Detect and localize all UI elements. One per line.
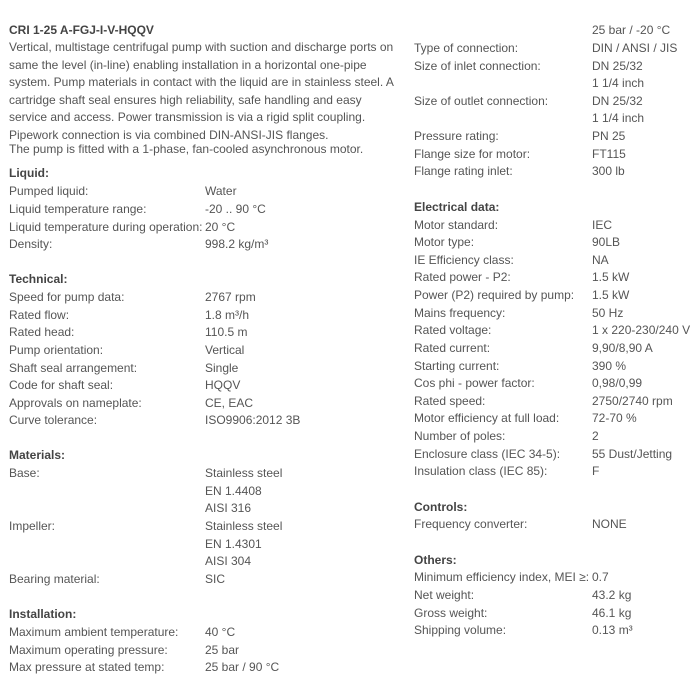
spec-value: 1.8 m³/h bbox=[205, 308, 250, 322]
electrical-heading: Electrical data: bbox=[414, 200, 500, 214]
spec-value: 1 x 220-230/240 V bbox=[592, 323, 691, 337]
spec-value: 0.13 m³ bbox=[592, 623, 633, 637]
spec-label: Cos phi - power factor: bbox=[414, 376, 535, 390]
technical-heading: Technical: bbox=[9, 272, 68, 286]
spec-value: 1.5 kW bbox=[592, 270, 630, 284]
spec-value: 90LB bbox=[592, 235, 621, 249]
spec-label: Rated head: bbox=[9, 325, 75, 339]
spec-value: HQQV bbox=[205, 378, 241, 392]
spec-value: DIN / ANSI / JIS bbox=[592, 41, 678, 55]
spec-value: Vertical bbox=[205, 343, 245, 357]
spec-value: PN 25 bbox=[592, 129, 626, 143]
product-title: CRI 1-25 A-FGJ-I-V-HQQV bbox=[9, 23, 154, 37]
spec-label: Flange size for motor: bbox=[414, 147, 531, 161]
spec-label: Rated current: bbox=[414, 341, 491, 355]
spec-label: Liquid temperature during operation: bbox=[9, 220, 203, 234]
spec-label: Motor efficiency at full load: bbox=[414, 411, 560, 425]
spec-value: 46.1 kg bbox=[592, 606, 632, 620]
spec-label: Enclosure class (IEC 34-5): bbox=[414, 447, 561, 461]
spec-label: Minimum efficiency index, MEI ≥: bbox=[414, 570, 590, 584]
spec-value: 1 1/4 inch bbox=[592, 76, 645, 90]
spec-value: 0,98/0,99 bbox=[592, 376, 643, 390]
spec-label: Size of inlet connection: bbox=[414, 59, 541, 73]
spec-label: Speed for pump data: bbox=[9, 290, 125, 304]
motor-note: The pump is fitted with a 1-phase, fan-cooled asynchronous motor. bbox=[9, 142, 364, 156]
spec-label: Bearing material: bbox=[9, 572, 100, 586]
spec-label: Mains frequency: bbox=[414, 306, 506, 320]
spec-value: 25 bar bbox=[205, 643, 240, 657]
spec-label: Number of poles: bbox=[414, 429, 506, 443]
spec-label: Insulation class (IEC 85): bbox=[414, 464, 548, 478]
spec-value: SIC bbox=[205, 572, 226, 586]
spec-label: Size of outlet connection: bbox=[414, 94, 549, 108]
spec-label: Maximum ambient temperature: bbox=[9, 625, 179, 639]
spec-label: Rated power - P2: bbox=[414, 270, 511, 284]
spec-label: Pumped liquid: bbox=[9, 184, 89, 198]
spec-label: Type of connection: bbox=[414, 41, 519, 55]
spec-label: Base: bbox=[9, 466, 40, 480]
spec-label: Density: bbox=[9, 237, 53, 251]
spec-value: 25 bar / -20 °C bbox=[592, 23, 671, 37]
spec-label: Gross weight: bbox=[414, 606, 488, 620]
spec-value: CE, EAC bbox=[205, 396, 254, 410]
spec-value: 300 lb bbox=[592, 164, 625, 178]
spec-value: AISI 316 bbox=[205, 501, 252, 515]
spec-label: Frequency converter: bbox=[414, 517, 528, 531]
spec-value: IEC bbox=[592, 218, 613, 232]
spec-label: Pump orientation: bbox=[9, 343, 104, 357]
spec-value: 0.7 bbox=[592, 570, 609, 584]
spec-value: 55 Dust/Jetting bbox=[592, 447, 673, 461]
spec-value: DN 25/32 bbox=[592, 94, 643, 108]
others-heading: Others: bbox=[414, 553, 457, 567]
spec-label: IE Efficiency class: bbox=[414, 253, 514, 267]
spec-value: 2 bbox=[592, 429, 599, 443]
materials-heading: Materials: bbox=[9, 448, 66, 462]
spec-value: 998.2 kg/m³ bbox=[205, 237, 269, 251]
spec-label: Curve tolerance: bbox=[9, 413, 98, 427]
spec-value: Stainless steel bbox=[205, 519, 283, 533]
spec-value: -20 .. 90 °C bbox=[205, 202, 266, 216]
spec-value: EN 1.4301 bbox=[205, 537, 262, 551]
spec-label: Maximum operating pressure: bbox=[9, 643, 168, 657]
spec-label: Rated voltage: bbox=[414, 323, 492, 337]
spec-label: Rated speed: bbox=[414, 394, 486, 408]
spec-value: 43.2 kg bbox=[592, 588, 632, 602]
spec-value: Water bbox=[205, 184, 237, 198]
spec-label: Motor type: bbox=[414, 235, 475, 249]
spec-value: 2767 rpm bbox=[205, 290, 256, 304]
spec-label: Shipping volume: bbox=[414, 623, 507, 637]
spec-value: 110.5 m bbox=[205, 325, 248, 339]
spec-value: 25 bar / 90 °C bbox=[205, 660, 280, 674]
spec-label: Code for shaft seal: bbox=[9, 378, 114, 392]
spec-label: Motor standard: bbox=[414, 218, 499, 232]
spec-label: Pressure rating: bbox=[414, 129, 499, 143]
spec-value: 9,90/8,90 A bbox=[592, 341, 653, 355]
spec-value: 72-70 % bbox=[592, 411, 637, 425]
installation-heading: Installation: bbox=[9, 607, 77, 621]
spec-label: Impeller: bbox=[9, 519, 56, 533]
controls-heading: Controls: bbox=[414, 500, 468, 514]
spec-value: 20 °C bbox=[205, 220, 236, 234]
spec-label: Liquid temperature range: bbox=[9, 202, 147, 216]
spec-value: 50 Hz bbox=[592, 306, 624, 320]
spec-label: Flange rating inlet: bbox=[414, 164, 513, 178]
spec-value: ISO9906:2012 3B bbox=[205, 413, 301, 427]
spec-value: 1 1/4 inch bbox=[592, 111, 645, 125]
spec-value: 40 °C bbox=[205, 625, 236, 639]
spec-value: 2750/2740 rpm bbox=[592, 394, 673, 408]
spec-label: Max pressure at stated temp: bbox=[9, 660, 165, 674]
spec-value: AISI 304 bbox=[205, 554, 252, 568]
spec-value: NONE bbox=[592, 517, 627, 531]
spec-label: Approvals on nameplate: bbox=[9, 396, 142, 410]
spec-value: FT115 bbox=[592, 147, 626, 161]
product-description: Vertical, multistage centrifugal pump with suction and discharge ports on same the level (in-line) enabling installation in a horizontal one-pipe system. Pump materials in contact with the liquid are in stainless steel. A cartridge shaft seal ensures high reliability, safe handling and easy service and access. Power transmission is via a rigid split coupling. Pipework connection is via combined DIN-ANSI-JIS flanges. bbox=[9, 40, 394, 142]
spec-value: Single bbox=[205, 361, 239, 375]
spec-label: Net weight: bbox=[414, 588, 475, 602]
spec-value: DN 25/32 bbox=[592, 59, 643, 73]
spec-label: Power (P2) required by pump: bbox=[414, 288, 575, 302]
spec-value: Stainless steel bbox=[205, 466, 283, 480]
spec-value: 1.5 kW bbox=[592, 288, 630, 302]
spec-label: Starting current: bbox=[414, 359, 500, 373]
spec-value: EN 1.4408 bbox=[205, 484, 262, 498]
spec-value: 390 % bbox=[592, 359, 627, 373]
spec-label: Shaft seal arrangement: bbox=[9, 361, 138, 375]
spec-label: Rated flow: bbox=[9, 308, 70, 322]
liquid-heading: Liquid: bbox=[9, 166, 49, 180]
spec-value: NA bbox=[592, 253, 609, 267]
spec-value: F bbox=[592, 464, 600, 478]
